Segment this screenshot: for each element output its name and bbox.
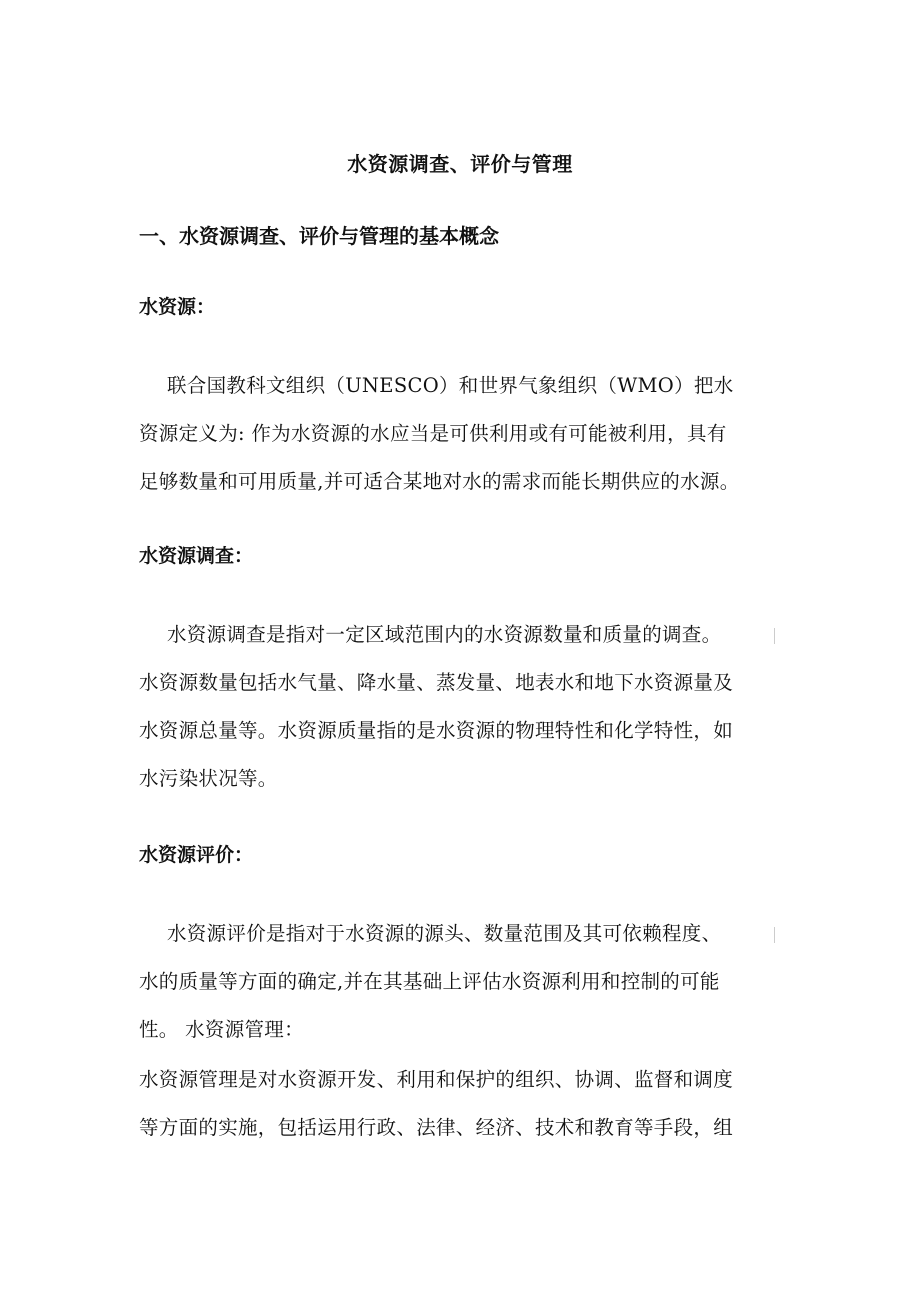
- heading-water-survey: 水资源调查：: [139, 545, 254, 567]
- text-line: 水资源总量等。水资源质量指的是水资源的物理特性和化学特性，如: [139, 719, 734, 742]
- text-line: 水的质量等方面的确定,并在其基础上评估水资源利用和控制的可能: [139, 970, 720, 993]
- text-line: 等方面的实施，包括运用行政、法律、经济、技术和教育等手段，组: [139, 1116, 734, 1139]
- paragraph-water-survey: [139, 611, 789, 803]
- paragraph-water-management: [139, 1056, 789, 1152]
- text-line: 水资源评价是指对于水资源的源头、数量范围及其可依赖程度、: [167, 922, 722, 945]
- text-line: 水污染状况等。: [139, 767, 278, 790]
- text-line: 联合国教科文组织（UNESCO）和世界气象组织（WMO）把水: [167, 374, 734, 397]
- paragraph-water-resources-definition: [139, 362, 789, 506]
- text-line: 足够数量和可用质量,并可适合某地对水的需求而能长期供应的水源。: [139, 470, 740, 493]
- heading-water-resources: 水资源：: [139, 296, 216, 318]
- line-marker: [774, 628, 775, 644]
- heading-water-evaluation: 水资源评价：: [139, 844, 254, 866]
- text-line: 资源定义为: 作为水资源的水应当是可供利用或有可能被利用，具有: [139, 422, 727, 445]
- text-line: 水资源管理是对水资源开发、利用和保护的组织、协调、监督和调度: [139, 1068, 734, 1091]
- section-heading-basic-concepts: 一、水资源调查、评价与管理的基本概念: [139, 224, 499, 248]
- document-title: 水资源调查、评价与管理: [347, 152, 573, 176]
- text-line: 水资源调查是指对一定区域范围内的水资源数量和质量的调查。: [167, 623, 722, 646]
- paragraph-water-evaluation: [139, 910, 789, 1054]
- text-line: 水资源数量包括水气量、降水量、蒸发量、地表水和地下水资源量及: [139, 671, 734, 694]
- text-line: 性。 水资源管理：: [139, 1018, 304, 1041]
- line-marker: [774, 927, 775, 943]
